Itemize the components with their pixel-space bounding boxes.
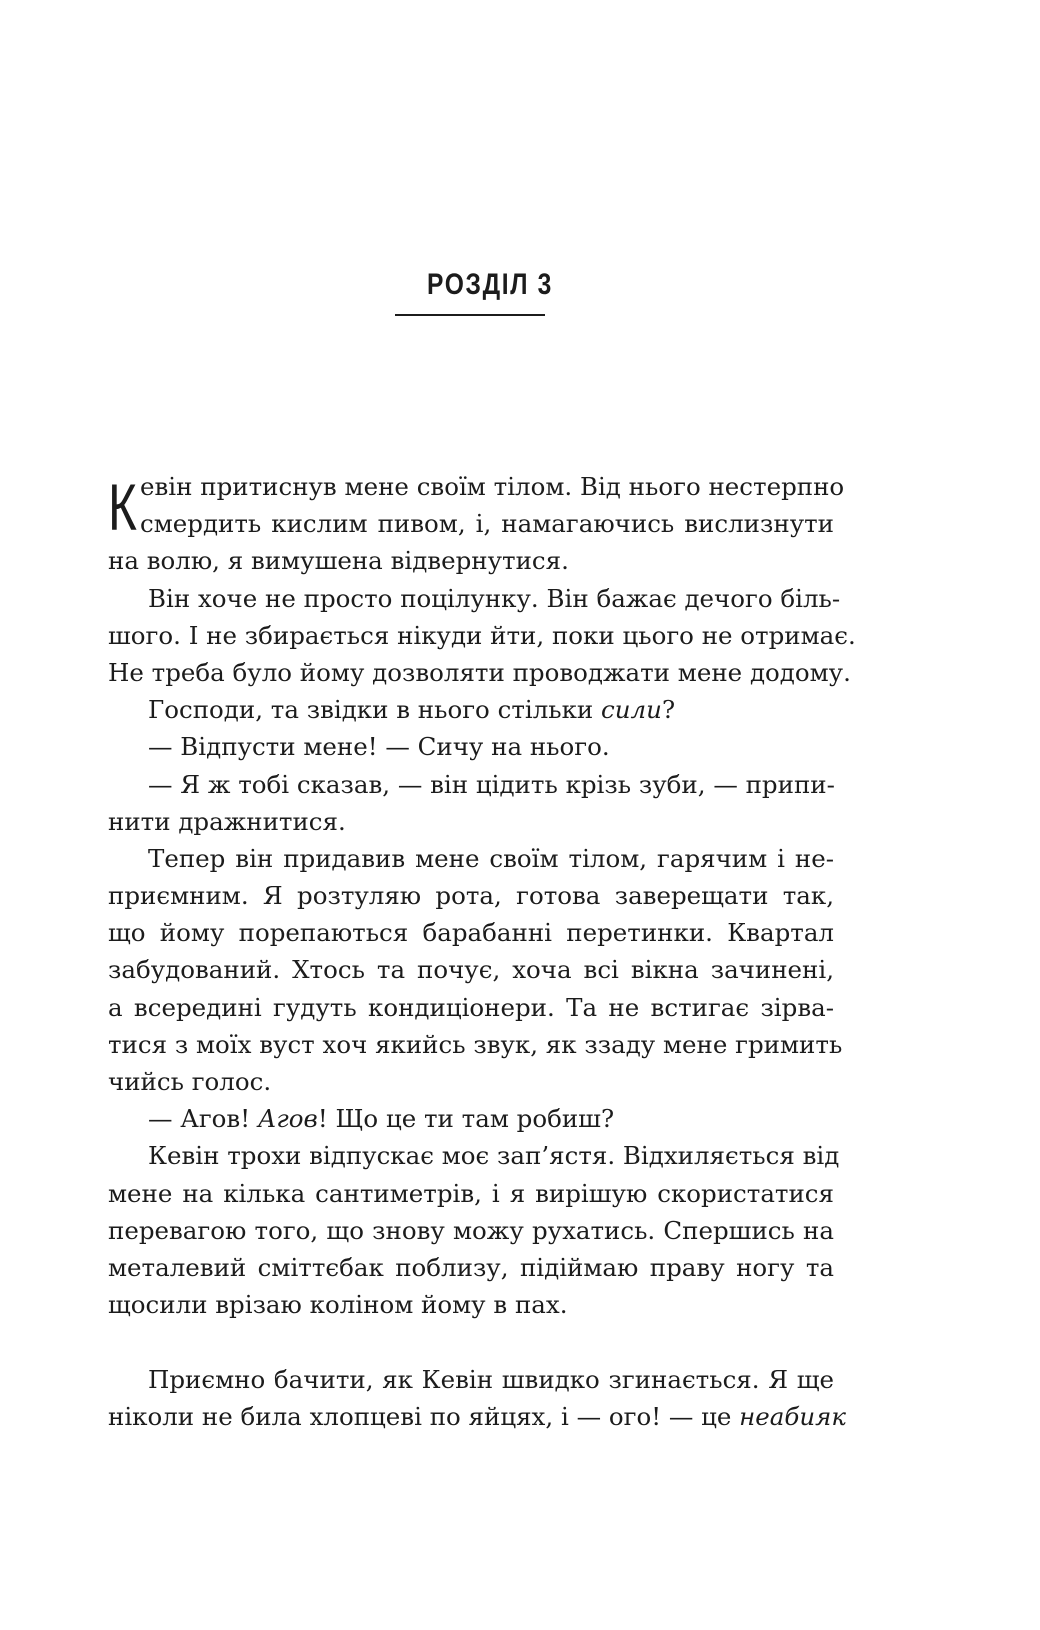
paragraph-spacer: [108, 1323, 834, 1360]
italic-word: неабияк: [739, 1401, 847, 1431]
text-line: на волю, я вимушена відвернутися.: [108, 546, 569, 576]
italic-word: Агов: [257, 1104, 318, 1134]
text-line: мене на кілька сантиметрів, і я вирішую скористатися: [108, 1178, 834, 1208]
text-line: забудований. Хтось та почує, хоча всі вікна зачинені,: [108, 955, 834, 985]
text-line: [108, 1398, 847, 1435]
text-line: чийсь голос.: [108, 1067, 272, 1096]
text-span: ! Що це ти там робиш?: [317, 1104, 615, 1134]
chapter-body: [108, 468, 856, 1435]
chapter-title: РОЗДІЛ 3: [427, 268, 553, 301]
text-line: тися з моїх вуст хоч якийсь звук, як ззаду мене гримить: [108, 1029, 843, 1059]
text-line: Він хоче не просто поцілунку. Він бажає дечого біль-: [148, 583, 841, 613]
text-line: смердить кислим пивом, і, намагаючись вислизнути: [140, 509, 834, 539]
text-line: перевагою того, що знову можу рухатись. Спершись на: [108, 1215, 834, 1245]
text-span: ніколи не била хлопцеві по яйцях, і — ого! — це: [108, 1401, 740, 1431]
dialogue-line: — Я ж тобі сказав, — він цідить крізь зуби, — припи-: [148, 769, 835, 799]
text-line: Приємно бачити, як Кевін швидко згинається. Я ще: [148, 1364, 834, 1394]
dialogue-line: — Відпусти мене! — Сичу на нього.: [148, 732, 610, 762]
text-line: Тепер він придавив мене своїм тілом, гарячим і не-: [148, 843, 834, 873]
text-line: евін притиснув мене своїм тілом. Від нього нестерпно: [140, 472, 845, 501]
opening-paragraph: [108, 468, 845, 580]
text-line: а всередині гудуть кондиціонери. Та не встигає зірва-: [108, 992, 834, 1022]
dialogue-line: [108, 1100, 834, 1137]
drop-cap: К: [108, 470, 137, 544]
text-line: металевий сміттєбак поблизу, підіймаю праву ногу та: [108, 1252, 834, 1282]
text-line: Кевін трохи відпускає моє зап’ястя. Відхиляється від: [148, 1141, 840, 1171]
text-line: приємним. Я розтуляю рота, готова заверещати так,: [108, 881, 834, 911]
text-span: — Агов!: [148, 1104, 258, 1134]
text-line: що йому порепаються барабанні перетинки. Квартал: [108, 918, 834, 948]
text-span: Господи, та звідки в нього стільки: [148, 695, 602, 725]
italic-word: сили: [601, 695, 662, 725]
text-line: [108, 691, 834, 728]
text-span: ?: [661, 695, 676, 725]
text-line: щосили врізаю коліном йому в пах.: [108, 1290, 568, 1320]
text-line: шого. І не збирається нікуди йти, поки цього не отримає.: [108, 620, 856, 650]
text-line: нити дражнитися.: [108, 806, 346, 836]
text-line: Не треба було йому дозволяти проводжати мене додому.: [108, 657, 851, 687]
chapter-title-rule: [395, 314, 545, 316]
